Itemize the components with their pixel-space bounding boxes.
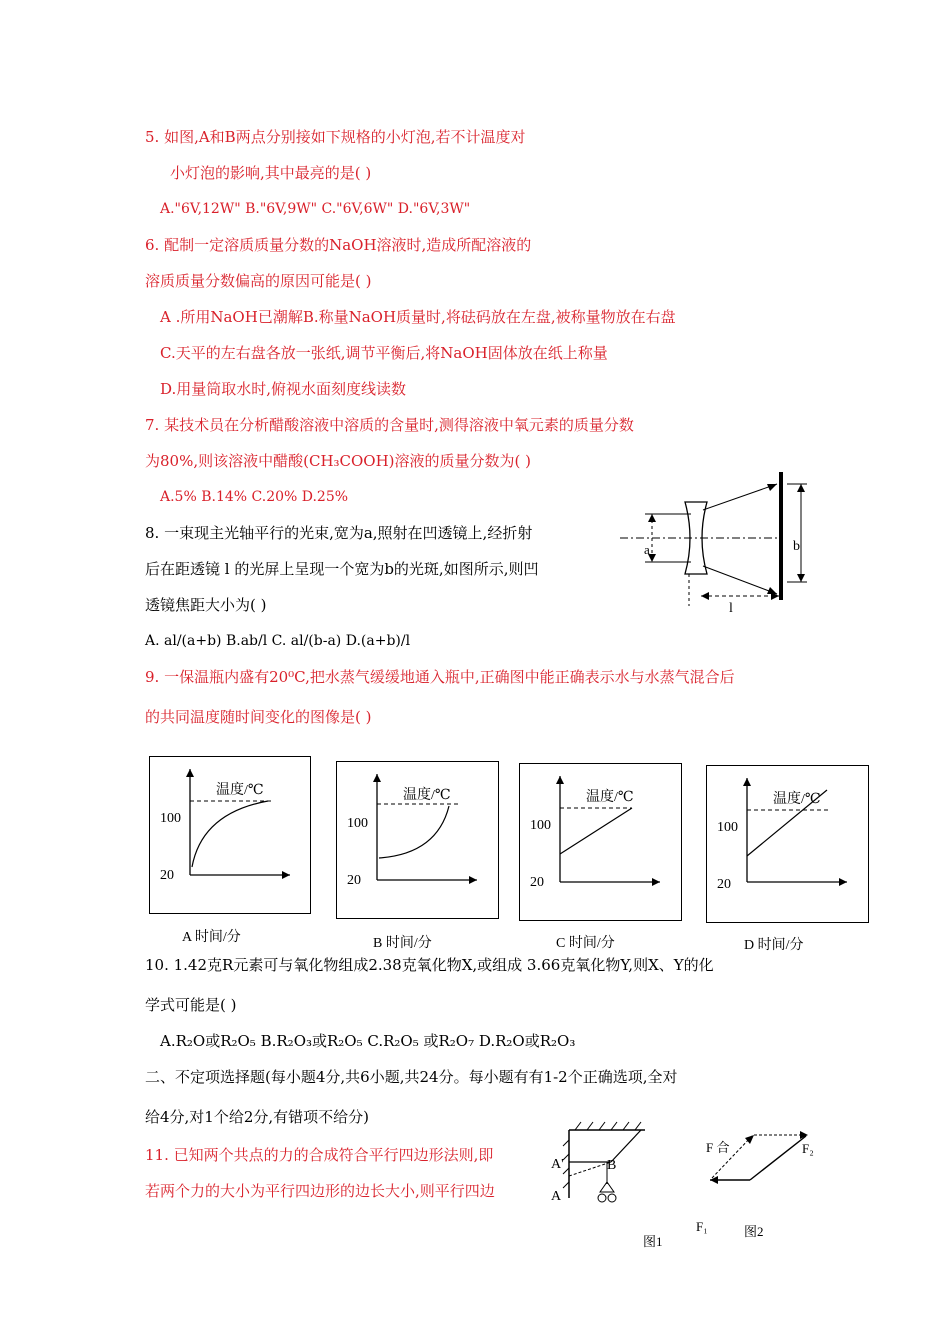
- fig1-label-a: A: [551, 1189, 562, 1204]
- graph-a-y-high: 100: [160, 811, 181, 826]
- graph-c-y-low: 20: [530, 875, 544, 890]
- section2-line1: 二、不定项选择题(每小题4分,共6小题,共24分。每小题有有1-2个正确选项,全对: [145, 1068, 678, 1086]
- section2-line2: 给4分,对1个给2分,有错项不给分): [145, 1108, 370, 1126]
- q8-fig-label-b: b: [793, 539, 800, 554]
- q6-line1: 6. 配制一定溶质质量分数的NaOH溶液时,造成所配溶液的: [145, 236, 532, 254]
- graph-c-caption: C 时间/分: [556, 936, 615, 951]
- figure-1-suspension: [545, 1118, 650, 1208]
- q9-line2: 的共同温度随时间变化的图像是( ): [145, 708, 372, 726]
- q10-line2: 学式可能是( ): [145, 996, 237, 1014]
- graph-b-y-high: 100: [347, 816, 368, 831]
- q10-options: A.R₂O或R₂O₅ B.R₂O₃或R₂O₅ C.R₂O₅ 或R₂O₇ D.R₂O或R₂O₃: [160, 1032, 576, 1050]
- q5-options: A."6V,12W" B."6V,9W" C."6V,6W" D."6V,3W": [160, 201, 471, 217]
- q5-line1: 5. 如图,A和B两点分别接如下规格的小灯泡,若不计温度对: [145, 128, 526, 146]
- fig2-label-f2: F₂: [802, 1141, 814, 1156]
- q7-options: A.5% B.14% C.20% D.25%: [160, 489, 349, 505]
- q8-line1: 8. 一束现主光轴平行的光束,宽为a,照射在凹透镜上,经折射: [145, 524, 533, 542]
- graph-d: [706, 765, 869, 923]
- graph-c-ylabel: 温度/℃: [586, 790, 634, 805]
- concave-lens-figure: [615, 470, 825, 620]
- graph-d-caption: D 时间/分: [744, 938, 804, 953]
- q11-line2: 若两个力的大小为平行四边形的边长大小,则平行四边: [145, 1182, 495, 1200]
- graph-b-ylabel: 温度/℃: [403, 788, 451, 803]
- q6-option-c: C.天平的左右盘各放一张纸,调节平衡后,将NaOH固体放在纸上称量: [160, 344, 608, 362]
- q8-fig-label-l: l: [729, 601, 733, 616]
- graph-b-caption: B 时间/分: [373, 936, 432, 951]
- q9-line1: 9. 一保温瓶内盛有20⁰C,把水蒸气缓缓地通入瓶中,正确图中能正确表示水与水蒸气混合后: [145, 668, 735, 686]
- graph-a-caption: A 时间/分: [182, 930, 241, 945]
- q5-line2: 小灯泡的影响,其中最亮的是( ): [170, 164, 372, 182]
- graph-c: [519, 763, 682, 921]
- q6-option-d: D.用量筒取水时,俯视水面刻度线读数: [160, 380, 407, 398]
- q8-options: A. al/(a+b) B.ab/l C. al/(b-a) D.(a+b)/l: [145, 633, 411, 649]
- fig1-label-b: B: [607, 1158, 617, 1173]
- q8-line2: 后在距透镜 l 的光屏上呈现一个宽为b的光斑,如图所示,则凹: [145, 560, 539, 578]
- q10-line1: 10. 1.42克R元素可与氧化物组成2.38克氧化物X,或组成 3.66克氧化物Y,则X、Y的化: [145, 956, 714, 974]
- graph-a-ylabel: 温度/℃: [216, 783, 264, 798]
- fig2-label-f1: F₁: [696, 1219, 708, 1234]
- q8-fig-label-a: a: [644, 542, 650, 557]
- graph-b-y-low: 20: [347, 873, 361, 888]
- fig1-caption: 图1: [643, 1234, 663, 1249]
- graph-b: [336, 761, 499, 919]
- q7-line1: 7. 某技术员在分析醋酸溶液中溶质的含量时,测得溶液中氧元素的质量分数: [145, 416, 634, 434]
- q11-line1: 11. 已知两个共点的力的合成符合平行四边形法则,即: [145, 1146, 494, 1164]
- q6-line2: 溶质质量分数偏高的原因可能是( ): [145, 272, 372, 290]
- graph-c-y-high: 100: [530, 818, 551, 833]
- graph-d-ylabel: 温度/℃: [773, 792, 821, 807]
- fig1-label-a-prime: A': [551, 1157, 564, 1172]
- graph-a-y-low: 20: [160, 868, 174, 883]
- graph-d-y-low: 20: [717, 877, 731, 892]
- q8-line3: 透镜焦距大小为( ): [145, 596, 267, 614]
- graph-a: [149, 756, 311, 914]
- graph-d-y-high: 100: [717, 820, 738, 835]
- figure-2-force-parallelogram: [700, 1128, 830, 1198]
- q7-line2: 为80%,则该溶液中醋酸(CH₃COOH)溶液的质量分数为( ): [145, 452, 532, 470]
- q6-option-a-b: A .所用NaOH已潮解B.称量NaOH质量时,将砝码放在左盘,被称量物放在右盘: [160, 308, 676, 326]
- fig2-caption: 图2: [744, 1224, 764, 1239]
- fig2-label-fhe: F 合: [706, 1140, 730, 1155]
